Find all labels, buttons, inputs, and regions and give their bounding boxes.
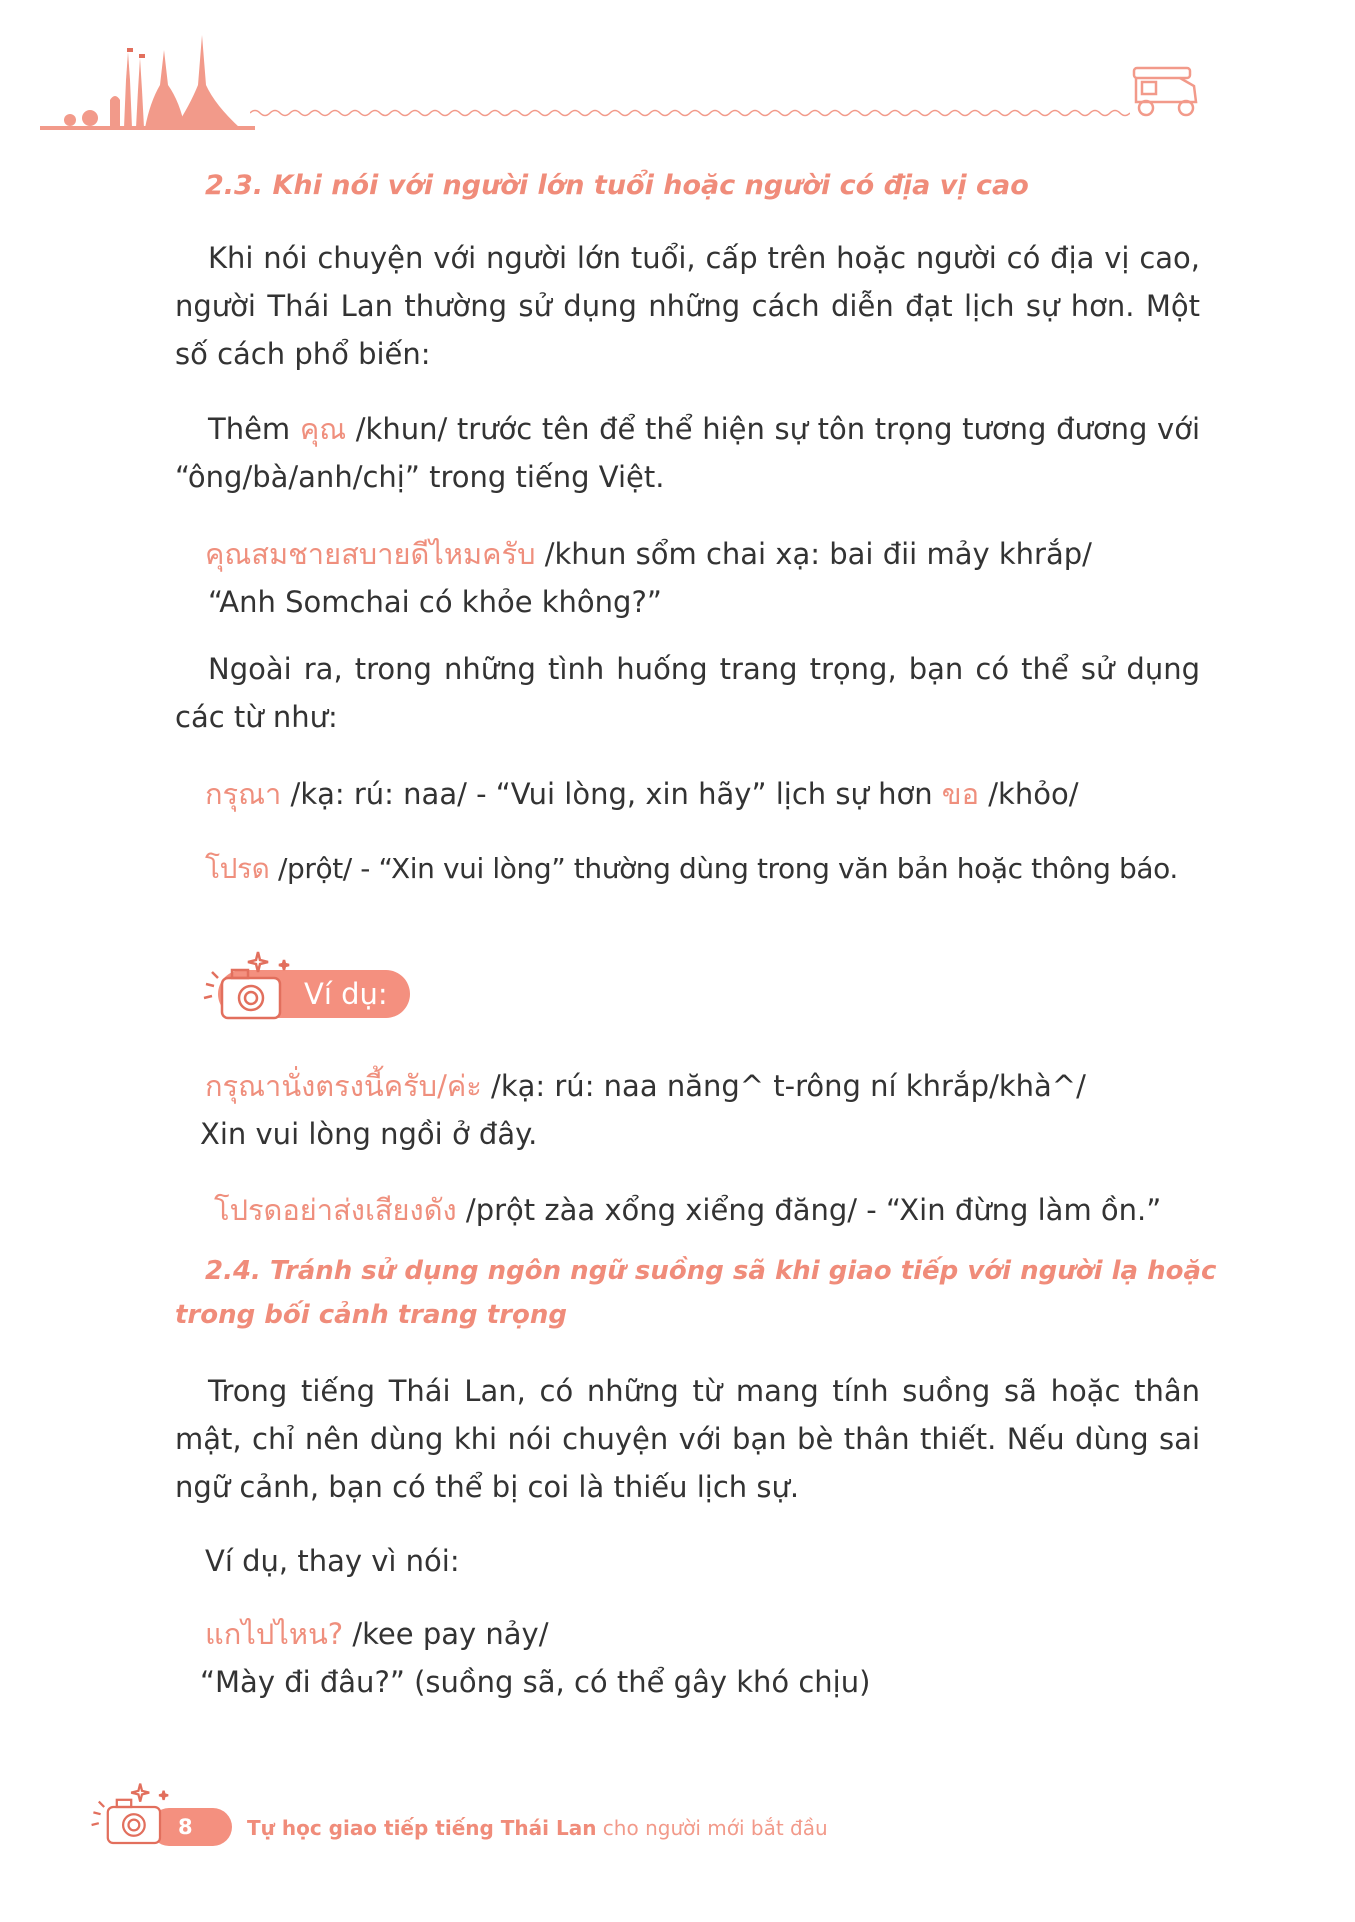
book-title-rest: cho người mới bắt đầu (596, 1816, 828, 1840)
khun-lead: Thêm (208, 412, 300, 446)
formal-intro: Ngoài ra, trong những tình huống trang trọng, bạn có thể sử dụng các từ như: (175, 652, 1200, 734)
prot-thai: โปรด (205, 852, 270, 885)
section-heading-2-4-line-2: trong bối cảnh trang trọng (175, 1300, 567, 1330)
karuna-rest-b: /khỏo/ (979, 777, 1079, 811)
prot-rest: /prột/ - “Xin vui lòng” thường dùng trong văn bản hoặc thông báo. (269, 852, 1178, 885)
header-divider-line (250, 108, 1130, 118)
khun-explanation (175, 405, 1200, 501)
khun-thai-word: คุณ (299, 412, 347, 446)
example-box-1-thai: กรุณานั่งตรงนี้ครับ/ค่ะ (205, 1069, 482, 1103)
book-title-bold: Tự học giao tiếp tiếng Thái Lan (247, 1816, 597, 1840)
example-1-thai: คุณสมชายสบายดีไหมครับ (205, 537, 536, 571)
example-1-roman: /khun sổm chai xạ: bai đii mảy khrắp/ (535, 537, 1092, 571)
page-number: 8 (178, 1815, 193, 1839)
tuktuk-icon (1128, 58, 1203, 120)
example-box-1-roman: /kạ: rú: naa năng^ t-rông ní khrắp/khà^/ (481, 1069, 1086, 1103)
example-box-1-meaning: Xin vui lòng ngồi ở đây. (200, 1117, 538, 1151)
example-1-line (205, 530, 1092, 578)
kho-thai: ขอ (941, 777, 980, 811)
casual-thai: แกไปไหน? (205, 1617, 344, 1651)
example-box-2-rest: /prột zàa xổng xiểng đăng/ - “Xin đừng làm ồn.” (456, 1193, 1162, 1227)
camera-icon (88, 1780, 178, 1852)
example-box-2-line (214, 1186, 1161, 1234)
camera-icon (200, 948, 300, 1028)
example-1-meaning: “Anh Somchai có khỏe không?” (208, 585, 662, 619)
casual-example-line (205, 1610, 548, 1658)
instead-text: Ví dụ, thay vì nói: (205, 1544, 460, 1578)
casual-roman: /kee pay nảy/ (343, 1617, 549, 1651)
example-label: Ví dụ: (304, 977, 388, 1011)
example-box-1-line (205, 1062, 1086, 1110)
karuna-line (205, 770, 1078, 818)
example-box-2-thai: โปรดอย่าส่งเสียงดัง (214, 1193, 457, 1227)
book-title (247, 1813, 828, 1843)
section-heading-2-3: 2.3. Khi nói với người lớn tuổi hoặc người có địa vị cao (205, 170, 1029, 201)
section-2-3-intro: Khi nói chuyện với người lớn tuổi, cấp trên hoặc người có địa vị cao, người Thái Lan thường sử dụng những cách diễn đạt lịch sự hơn. Một số cách phổ biến: (175, 241, 1200, 371)
section-2-4-intro: Trong tiếng Thái Lan, có những từ mang tính suồng sã hoặc thân mật, chỉ nên dùng khi nói chuyện với bạn bè thân thiết. Nếu dùng sai ngữ cảnh, bạn có thể bị coi là thiếu lịch sự. (175, 1374, 1200, 1504)
khun-rest: /khun/ trước tên để thể hiện sự tôn trọng tương đương với “ông/bà/anh/chị” trong tiếng Việt. (175, 412, 1201, 494)
section-heading-2-4-line-1: 2.4. Tránh sử dụng ngôn ngữ suồng sã khi giao tiếp với người lạ hoặc (205, 1256, 1217, 1286)
karuna-rest-a: /kạ: rú: naa/ - “Vui lòng, xin hãy” lịch sự hơn (281, 777, 942, 811)
temple-silhouette-icon (40, 30, 255, 130)
karuna-thai: กรุณา (205, 777, 282, 811)
prot-line (205, 845, 1178, 893)
casual-meaning: “Mày đi đâu?” (suồng sã, có thể gây khó chịu) (200, 1665, 871, 1699)
